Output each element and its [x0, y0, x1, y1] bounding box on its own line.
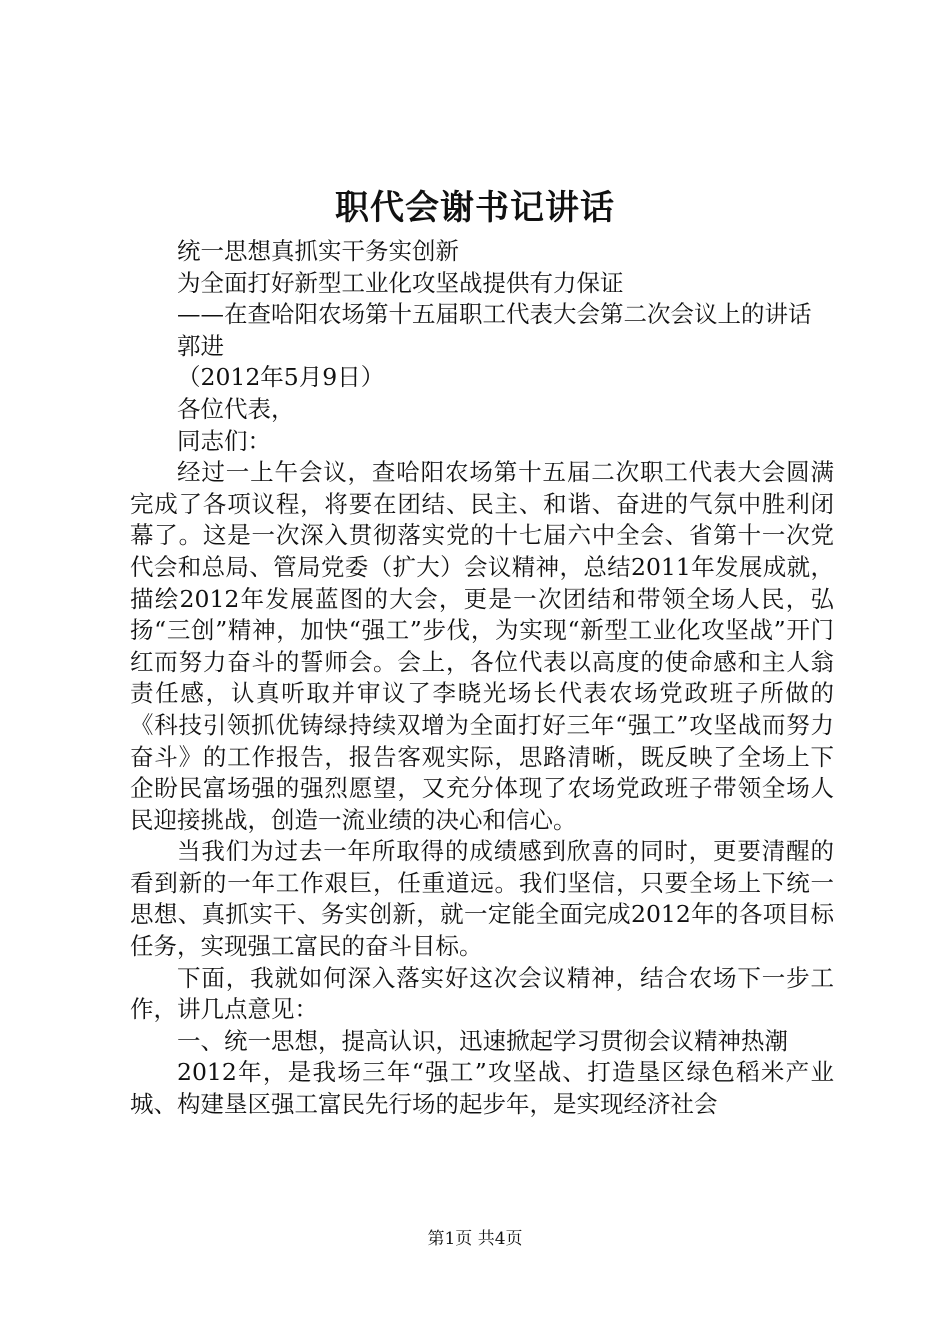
body-paragraph: 经过一上午会议，查哈阳农场第十五届二次职工代表大会圆满完成了各项议程，将要在团结、民主、和谐、奋进的气氛中胜利闭幕了。这是一次深入贯彻落实党的十七届六中全会、省第十一次党代会和总局、管局党委（扩大）会议精神，总结2011年发展成就，描绘2012年发展蓝图的大会，更是一次团结和带领全场人民，弘扬“三创”精神，加快“强工”步伐，为实现“新型工业化攻坚战”开门红而努力奋斗的誓师会。会上，各位代表以高度的使命感和主人翁责任感，认真听取并审议了李晓光场长代表农场党政班子所做的《科技引领抓优铸绿持续双增为全面打好三年“强工”攻坚战而努力奋斗》的工作报告，报告客观实际，思路清晰，既反映了全场上下企盼民富场强的强烈愿望，又充分体现了农场党政班子带领全场人民迎接挑战，创造一流业绩的决心和信心。 [130, 458, 834, 834]
body-paragraph: 下面，我就如何深入落实好这次会议精神，结合农场下一步工作，讲几点意见： [130, 963, 834, 1024]
subtitle-line-1: 统一思想真抓实干务实创新 [177, 237, 459, 265]
subtitle-line-2: 为全面打好新型工业化攻坚战提供有力保证 [177, 268, 624, 297]
salutation-delegates: 各位代表， [177, 394, 295, 423]
speaker-name: 郭进 [177, 331, 224, 360]
salutation-comrades: 同志们： [177, 426, 271, 455]
body-paragraph: 当我们为过去一年所取得的成绩感到欣喜的同时，更要清醒的看到新的一年工作艰巨，任重道远。我们坚信，只要全场上下统一思想、真抓实干、务实创新，就一定能全面完成2012年的各项目标任务，实现强工富民的奋斗目标。 [130, 837, 834, 961]
document-body [130, 236, 834, 1121]
speech-date: （2012年5月9日） [177, 363, 385, 392]
document-title: 职代会谢书记讲话 [335, 188, 615, 228]
page-footer: 第1页 共4页 [427, 1229, 523, 1249]
body-paragraph: 2012年，是我场三年“强工”攻坚战、打造垦区绿色稻米产业城、构建垦区强工富民先行场的起步年，是实现经济社会 [130, 1058, 834, 1119]
subtitle-line-3: ——在查哈阳农场第十五届职工代表大会第二次会议上的讲话 [177, 300, 812, 329]
section-heading: 一、统一思想，提高认识，迅速掀起学习贯彻会议精神热潮 [177, 1026, 788, 1055]
